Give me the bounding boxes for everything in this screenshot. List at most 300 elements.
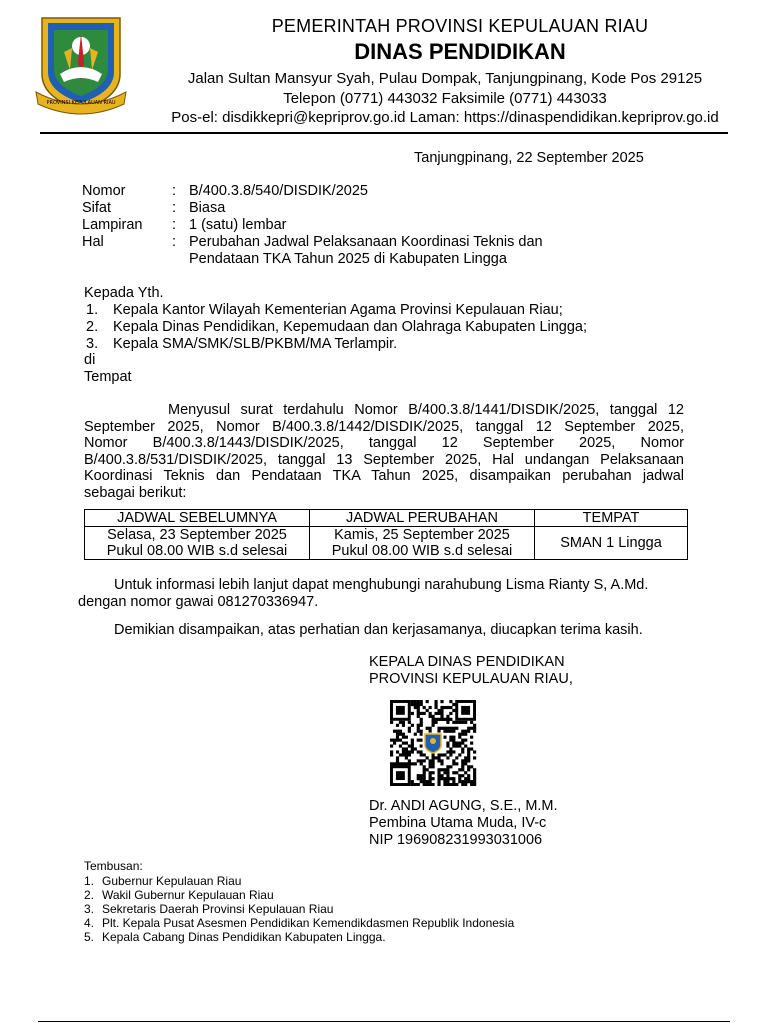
qr-module — [455, 783, 458, 786]
qr-module — [405, 736, 408, 739]
qr-module — [461, 768, 464, 771]
qr-module — [405, 747, 408, 750]
qr-module — [423, 771, 426, 774]
qr-module — [423, 753, 426, 756]
qr-module — [440, 718, 443, 721]
qr-module — [417, 706, 420, 709]
qr-module — [443, 771, 446, 774]
qr-module — [411, 724, 414, 727]
qr-code-signature — [388, 700, 478, 786]
qr-module — [473, 750, 476, 753]
qr-module — [464, 780, 467, 783]
qr-module — [440, 700, 443, 703]
qr-module — [455, 771, 458, 774]
recipient-place: Tempat — [84, 369, 132, 385]
qr-module — [452, 742, 455, 745]
paragraph-line: sebagai berikut: — [84, 484, 187, 501]
qr-module — [417, 715, 420, 718]
qr-module — [432, 753, 435, 756]
qr-module — [390, 753, 393, 756]
qr-module — [420, 762, 423, 765]
schedule-table — [84, 509, 688, 560]
qr-finder — [396, 771, 405, 780]
qr-finder — [461, 706, 470, 715]
signatory-name: Dr. ANDI AGUNG, S.E., M.M. — [369, 798, 558, 814]
qr-module — [452, 744, 455, 747]
qr-module — [452, 783, 455, 786]
qr-module — [446, 771, 449, 774]
qr-module — [411, 700, 414, 703]
table-header-row — [85, 510, 688, 527]
qr-module — [411, 703, 414, 706]
qr-module — [440, 709, 443, 712]
qr-module — [470, 736, 473, 739]
qr-module — [429, 762, 432, 765]
qr-module — [423, 780, 426, 783]
footer-divider — [38, 1021, 730, 1022]
qr-module — [458, 768, 461, 771]
qr-module — [414, 703, 417, 706]
qr-module — [461, 721, 464, 724]
qr-module — [437, 730, 440, 733]
qr-module — [396, 759, 399, 762]
cc-text: Kepala Cabang Dinas Pendidikan Kabupaten Lingga. — [102, 930, 386, 944]
qr-module — [434, 700, 437, 703]
qr-module — [467, 768, 470, 771]
qr-module — [437, 774, 440, 777]
table-row — [85, 527, 688, 560]
qr-module — [423, 777, 426, 780]
qr-module — [446, 721, 449, 724]
qr-module — [452, 727, 455, 730]
qr-module — [417, 750, 420, 753]
qr-module — [408, 727, 411, 730]
qr-module — [467, 780, 470, 783]
qr-module — [452, 762, 455, 765]
qr-module — [467, 759, 470, 762]
cell-line: Kamis, 25 September 2025 — [334, 527, 510, 543]
qr-module — [426, 768, 429, 771]
qr-module — [464, 721, 467, 724]
qr-module — [437, 712, 440, 715]
qr-module — [452, 709, 455, 712]
qr-module — [393, 742, 396, 745]
qr-module — [405, 756, 408, 759]
qr-module — [446, 768, 449, 771]
qr-module — [423, 774, 426, 777]
qr-module — [449, 747, 452, 750]
qr-module — [414, 700, 417, 703]
table-cell-after — [310, 527, 535, 560]
meta-key: Lampiran — [82, 217, 143, 233]
qr-module — [470, 780, 473, 783]
qr-module — [396, 756, 399, 759]
qr-module — [461, 742, 464, 745]
qr-module — [461, 747, 464, 750]
qr-module — [446, 706, 449, 709]
qr-module — [414, 762, 417, 765]
qr-module — [470, 721, 473, 724]
cell-line: Pukul 08.00 WIB s.d selesai — [331, 543, 513, 559]
meta-sep: : — [172, 234, 177, 250]
signatory-title-1: KEPALA DINAS PENDIDIKAN — [369, 654, 565, 670]
place-date: Tanjungpinang, 22 September 2025 — [414, 150, 644, 166]
qr-module — [420, 744, 423, 747]
table-cell-place: SMAN 1 Lingga — [535, 527, 688, 560]
qr-module — [452, 736, 455, 739]
qr-module — [458, 744, 461, 747]
qr-module — [458, 780, 461, 783]
qr-module — [461, 750, 464, 753]
qr-module — [443, 783, 446, 786]
qr-module — [402, 762, 405, 765]
qr-module — [452, 777, 455, 780]
letterhead-divider — [40, 132, 728, 134]
qr-module — [455, 727, 458, 730]
qr-module — [458, 777, 461, 780]
qr-module — [417, 730, 420, 733]
qr-module — [420, 739, 423, 742]
qr-module — [449, 730, 452, 733]
meta-value: 1 (satu) lembar — [189, 217, 287, 233]
qr-module — [402, 724, 405, 727]
qr-module — [414, 733, 417, 736]
qr-module — [467, 756, 470, 759]
signatory-rank: Pembina Utama Muda, IV-c — [369, 815, 547, 831]
qr-module — [432, 783, 435, 786]
qr-module — [473, 768, 476, 771]
qr-module — [455, 744, 458, 747]
qr-module — [464, 744, 467, 747]
qr-module — [449, 777, 452, 780]
office-contact: Pos-el: disdikkepri@kepriprov.go.id Laman: https://dinaspendidikan.kepriprov.go.id — [171, 109, 719, 126]
qr-module — [396, 762, 399, 765]
meta-sep: : — [172, 200, 177, 216]
qr-module — [417, 727, 420, 730]
qr-module — [464, 759, 467, 762]
qr-module — [443, 730, 446, 733]
qr-module — [417, 759, 420, 762]
qr-module — [437, 753, 440, 756]
meta-sep: : — [172, 217, 177, 233]
qr-module — [464, 730, 467, 733]
body-paragraph-1 — [84, 402, 684, 501]
qr-module — [452, 780, 455, 783]
qr-module — [467, 765, 470, 768]
table-cell-before — [85, 527, 310, 560]
qr-module — [402, 747, 405, 750]
recipient-num: 3. — [86, 336, 99, 352]
qr-module — [446, 730, 449, 733]
qr-module — [405, 762, 408, 765]
qr-module — [432, 771, 435, 774]
qr-module — [449, 765, 452, 768]
qr-module — [464, 762, 467, 765]
qr-module — [414, 706, 417, 709]
qr-module — [432, 759, 435, 762]
qr-module — [434, 706, 437, 709]
qr-module — [417, 703, 420, 706]
qr-module — [473, 727, 476, 730]
qr-module — [461, 730, 464, 733]
qr-module — [411, 780, 414, 783]
qr-module — [417, 739, 420, 742]
qr-module — [446, 750, 449, 753]
qr-module — [440, 727, 443, 730]
qr-module — [437, 780, 440, 783]
cc-text: Sekretaris Daerah Provinsi Kepulauan Riau — [102, 902, 334, 916]
qr-module — [458, 742, 461, 745]
qr-module — [458, 753, 461, 756]
qr-module — [449, 718, 452, 721]
contact-paragraph-line2: dengan nomor gawai 081270336947. — [78, 594, 319, 610]
qr-module — [432, 718, 435, 721]
qr-module — [411, 744, 414, 747]
cc-text: Gubernur Kepulauan Riau — [102, 874, 242, 888]
contact-paragraph-line1: Untuk informasi lebih lanjut dapat menghubungi narahubung Lisma Rianty S, A.Md. — [114, 577, 649, 593]
qr-module — [446, 765, 449, 768]
office-address: Jalan Sultan Mansyur Syah, Pulau Dompak, Tanjungpinang, Kode Pos 29125 — [187, 70, 703, 87]
qr-module — [426, 780, 429, 783]
paragraph-line: B/400.3.8/531/DISDIK/2025, tanggal 13 September 2025, Hal undangan Pelaksanaan — [84, 451, 684, 468]
qr-module — [420, 712, 423, 715]
qr-module — [414, 747, 417, 750]
qr-module — [420, 730, 423, 733]
qr-module — [449, 783, 452, 786]
qr-module — [446, 727, 449, 730]
recipient-text: Kepala SMA/SMK/SLB/PKBM/MA Terlampir. — [113, 336, 398, 352]
qr-module — [402, 753, 405, 756]
qr-module — [402, 750, 405, 753]
qr-module — [470, 727, 473, 730]
qr-module — [417, 709, 420, 712]
qr-module — [411, 750, 414, 753]
qr-module — [408, 730, 411, 733]
qr-module — [461, 765, 464, 768]
qr-module — [390, 750, 393, 753]
qr-module — [461, 780, 464, 783]
qr-module — [470, 783, 473, 786]
qr-module — [473, 780, 476, 783]
recipient-di: di — [84, 352, 96, 368]
qr-module — [437, 756, 440, 759]
qr-module — [452, 750, 455, 753]
qr-module — [399, 762, 402, 765]
qr-module — [446, 756, 449, 759]
qr-module — [452, 730, 455, 733]
qr-module — [467, 774, 470, 777]
qr-module — [420, 733, 423, 736]
table-header: JADWAL PERUBAHAN — [310, 510, 535, 527]
cc-num: 3. — [84, 902, 95, 916]
cc-heading: Tembusan: — [84, 859, 143, 873]
qr-module — [458, 774, 461, 777]
qr-module — [396, 739, 399, 742]
qr-module — [423, 759, 426, 762]
qr-module — [470, 747, 473, 750]
qr-module — [446, 744, 449, 747]
qr-module — [411, 739, 414, 742]
qr-module — [396, 750, 399, 753]
qr-module — [420, 774, 423, 777]
cc-num: 1. — [84, 874, 95, 888]
qr-module — [440, 753, 443, 756]
qr-module — [446, 718, 449, 721]
qr-module — [449, 706, 452, 709]
qr-module — [440, 777, 443, 780]
qr-module — [446, 742, 449, 745]
qr-module — [467, 750, 470, 753]
qr-module — [420, 718, 423, 721]
qr-module — [432, 765, 435, 768]
qr-module — [437, 759, 440, 762]
qr-module — [417, 712, 420, 715]
qr-module — [420, 750, 423, 753]
cell-line: Pukul 08.00 WIB s.d selesai — [106, 543, 288, 559]
qr-module — [464, 733, 467, 736]
qr-module — [446, 715, 449, 718]
qr-module — [420, 780, 423, 783]
qr-module — [429, 715, 432, 718]
qr-module — [396, 733, 399, 736]
qr-module — [467, 730, 470, 733]
qr-module — [449, 700, 452, 703]
qr-module — [449, 753, 452, 756]
meta-value: Biasa — [189, 200, 226, 216]
qr-module — [437, 777, 440, 780]
qr-module — [440, 759, 443, 762]
qr-module — [399, 753, 402, 756]
qr-module — [467, 753, 470, 756]
qr-module — [467, 777, 470, 780]
qr-module — [405, 753, 408, 756]
qr-module — [461, 739, 464, 742]
paragraph-line: Koordinasi Teknis dan Pendataan TKA Tahun 2025, disampaikan perubahan jadwal — [84, 468, 684, 484]
qr-module — [420, 703, 423, 706]
cc-num: 4. — [84, 916, 95, 930]
agency-name: DINAS PENDIDIKAN — [354, 39, 566, 64]
qr-module — [467, 747, 470, 750]
qr-module — [434, 721, 437, 724]
qr-module — [452, 759, 455, 762]
qr-module — [420, 759, 423, 762]
qr-module — [417, 783, 420, 786]
meta-value: Pendataan TKA Tahun 2025 di Kabupaten Lingga — [189, 251, 507, 267]
qr-module — [473, 777, 476, 780]
qr-module — [434, 756, 437, 759]
qr-module — [417, 774, 420, 777]
paragraph-line: September 2025, Nomor B/400.3.8/1442/DISDIK/2025, tanggal 12 September 2025, — [84, 418, 684, 435]
qr-finder — [396, 706, 405, 715]
qr-module — [396, 724, 399, 727]
qr-module — [423, 765, 426, 768]
qr-module — [390, 762, 393, 765]
qr-module — [429, 727, 432, 730]
qr-module — [408, 721, 411, 724]
qr-module — [405, 742, 408, 745]
qr-module — [452, 771, 455, 774]
qr-module — [432, 762, 435, 765]
qr-module — [402, 721, 405, 724]
qr-module — [464, 771, 467, 774]
cc-num: 2. — [84, 888, 95, 902]
meta-key: Nomor — [82, 183, 126, 199]
qr-module — [390, 739, 393, 742]
qr-module — [399, 730, 402, 733]
qr-module — [429, 783, 432, 786]
meta-sep: : — [172, 183, 177, 199]
recipients-heading: Kepada Yth. — [84, 285, 164, 301]
qr-module — [434, 718, 437, 721]
qr-module — [426, 727, 429, 730]
qr-module — [423, 768, 426, 771]
qr-module — [464, 739, 467, 742]
qr-module — [443, 777, 446, 780]
qr-module — [449, 736, 452, 739]
qr-module — [408, 753, 411, 756]
qr-module — [455, 742, 458, 745]
qr-module — [458, 733, 461, 736]
qr-module — [473, 783, 476, 786]
qr-module — [396, 736, 399, 739]
qr-module — [443, 780, 446, 783]
qr-module — [461, 759, 464, 762]
qr-module — [461, 783, 464, 786]
qr-module — [473, 771, 476, 774]
qr-module — [399, 733, 402, 736]
qr-module — [432, 756, 435, 759]
signatory-title-2: PROVINSI KEPULAUAN RIAU, — [369, 671, 573, 687]
qr-module — [446, 783, 449, 786]
recipient-text: Kepala Dinas Pendidikan, Kepemudaan dan Olahraga Kabupaten Lingga; — [113, 319, 588, 335]
qr-module — [440, 762, 443, 765]
qr-module — [437, 727, 440, 730]
qr-module — [432, 724, 435, 727]
cc-text: Plt. Kepala Pusat Asesmen Pendidikan Kemendikdasmen Republik Indonesia — [102, 916, 515, 930]
qr-module — [426, 700, 429, 703]
qr-module — [437, 771, 440, 774]
qr-module — [449, 712, 452, 715]
office-phone: Telepon (0771) 443032 Faksimile (0771) 443033 — [283, 90, 607, 107]
signatory-nip: NIP 196908231993031006 — [369, 832, 543, 848]
recipient-text: Kepala Kantor Wilayah Kementerian Agama Provinsi Kepulauan Riau; — [113, 302, 563, 318]
qr-module — [440, 715, 443, 718]
qr-module — [432, 777, 435, 780]
qr-module — [420, 700, 423, 703]
qr-module — [452, 703, 455, 706]
qr-module — [420, 777, 423, 780]
qr-module — [429, 712, 432, 715]
qr-module — [402, 733, 405, 736]
qr-module — [429, 730, 432, 733]
qr-module — [446, 777, 449, 780]
qr-module — [458, 736, 461, 739]
qr-module — [393, 762, 396, 765]
qr-module — [423, 783, 426, 786]
qr-module — [461, 762, 464, 765]
qr-module — [390, 721, 393, 724]
table-header: JADWAL SEBELUMNYA — [85, 510, 310, 527]
qr-module — [464, 783, 467, 786]
qr-module — [432, 721, 435, 724]
table-header: TEMPAT — [535, 510, 688, 527]
qr-module — [402, 736, 405, 739]
qr-module — [473, 774, 476, 777]
qr-module — [399, 721, 402, 724]
province-emblem-logo — [34, 12, 128, 116]
qr-module — [429, 774, 432, 777]
qr-module — [449, 727, 452, 730]
